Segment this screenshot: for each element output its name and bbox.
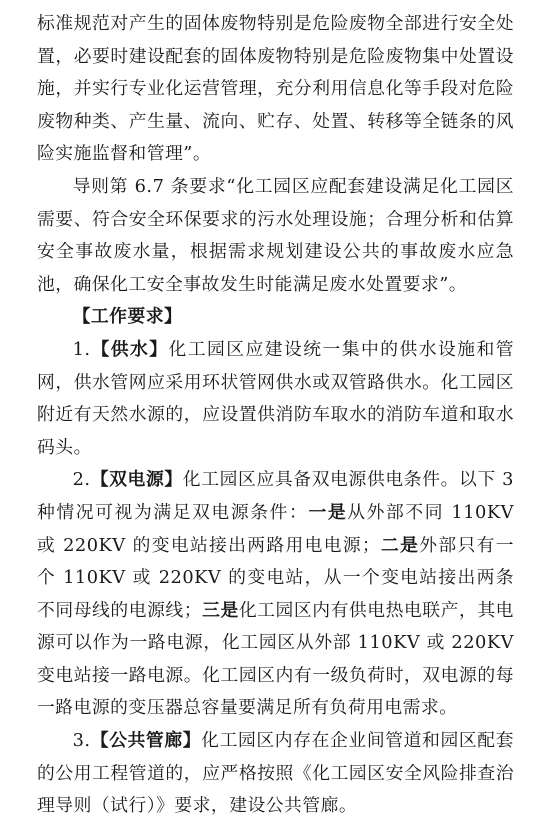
case-text-third: 化工园区内有供电热电联产，其电源可以作为一路电源，化工园区从外部 110KV 或 220KV 变电站接一路电源。化工园区内有一级负荷时，双电源的每一路电源的变压器总容量要满足所有负荷用电需求。	[37, 599, 514, 719]
case-keyword-first: 一是	[308, 501, 348, 523]
item-intro: 化工园区应具备双电源供电条件。以下 3 种情况可视为满足双电源条件：	[37, 469, 514, 523]
item-number: 1.	[72, 338, 91, 360]
item-number: 3.	[72, 730, 91, 752]
paragraph-guideline-6-7: 导则第 6.7 条要求“化工园区应配套建设满足化工园区需要、符合安全环保要求的污水处理设施；合理分析和估算安全事故废水量，根据需求规划建设公共的事故废水应急池，确保化工安全事故发生时能满足废水处置要求”。	[37, 175, 514, 295]
paragraph-continuation: 标准规范对产生的固体废物特别是危险废物全部进行安全处置，必要时建设配套的固体废物特别是危险废物集中处置设施，并实行专业化运营管理，充分利用信息化等手段对危险废物种类、产生量、流向、贮存、处置、转移等全链条的风险实施监督和管理”。	[37, 13, 514, 165]
item-water-supply	[37, 334, 514, 464]
item-label-public-pipe-gallery: 【公共管廊】	[90, 730, 202, 752]
item-public-pipe-gallery	[37, 725, 514, 823]
item-dual-power	[37, 464, 514, 725]
section-heading-work-requirements: 【工作要求】	[72, 306, 183, 328]
case-text-first: 从外部不同 110KV 或 220KV 的变电站接出两路用电电源；	[37, 501, 514, 556]
item-number: 2.	[72, 469, 91, 491]
item-text: 化工园区应建设统一集中的供水设施和管网，供水管网应采用环状管网供水或双管路供水。化工园区附近有天然水源的，应设置供消防车取水的消防车道和取水码头。	[37, 338, 514, 458]
item-text: 化工园区内存在企业间管道和园区配套的公用工程管道的，应严格按照《化工园区安全风险排查治理导则（试行）》要求，建设公共管廊。	[37, 730, 514, 817]
case-keyword-third: 三是	[202, 599, 239, 621]
item-label-water-supply: 【供水】	[90, 338, 169, 360]
item-label-dual-power: 【双电源】	[90, 469, 183, 491]
case-text-second: 外部只有一个 110KV 或 220KV 的变电站，从一个变电站接出两条不同母线的电源线；	[37, 534, 514, 621]
case-keyword-second: 二是	[380, 534, 420, 556]
